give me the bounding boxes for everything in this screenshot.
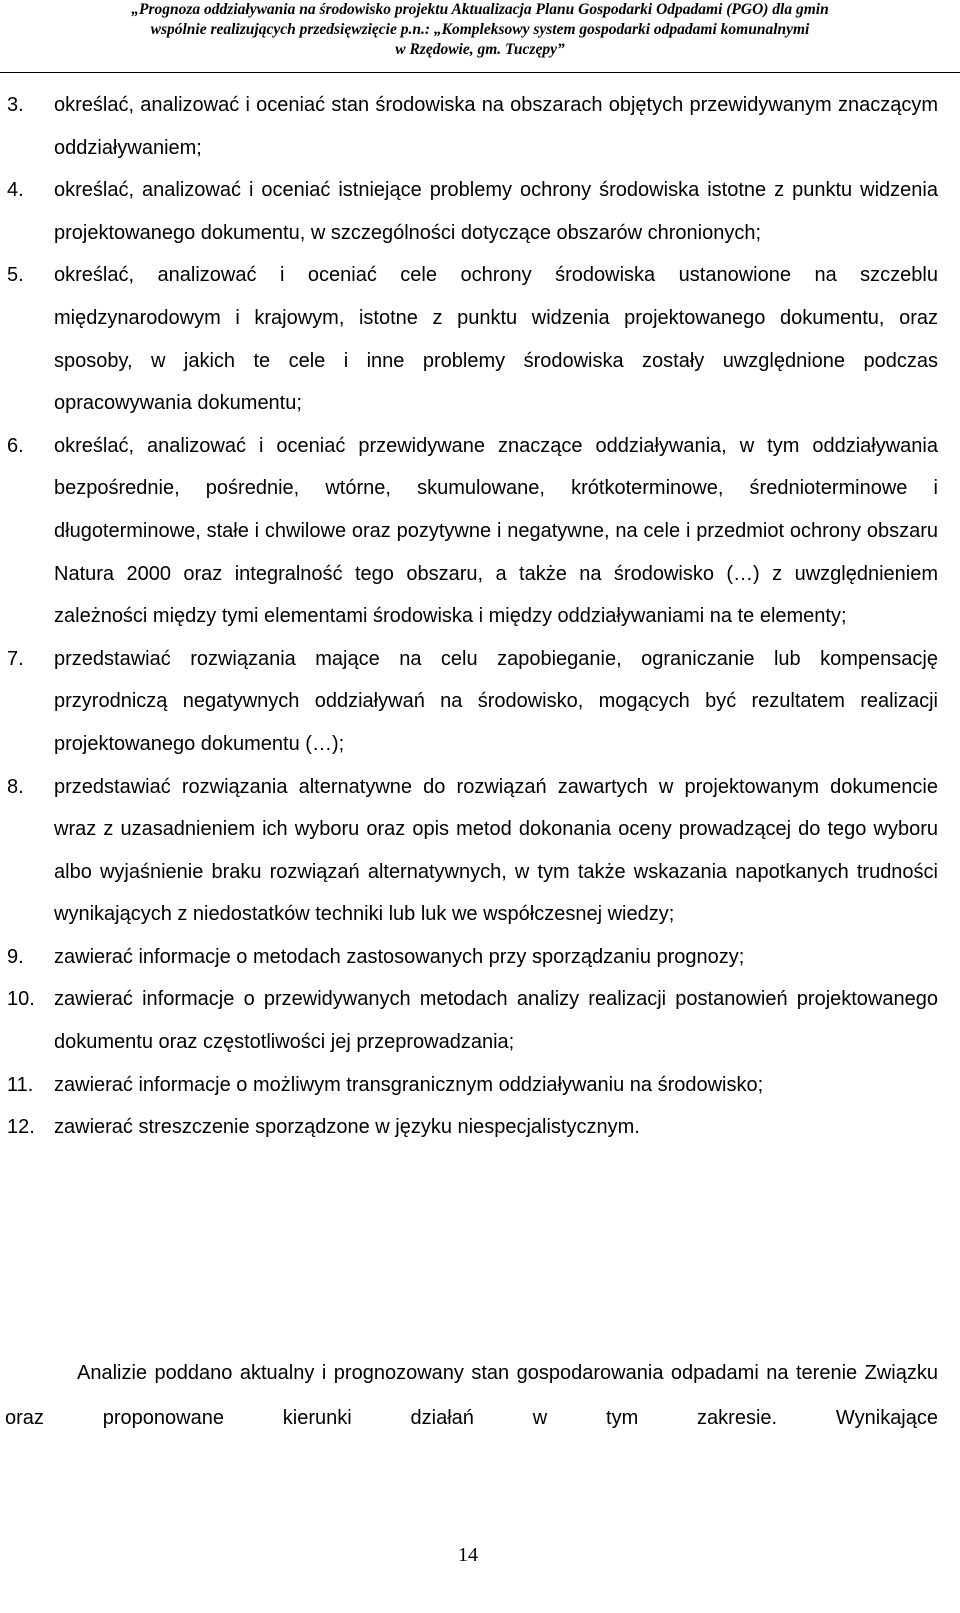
running-header xyxy=(0,0,960,73)
list-item xyxy=(0,84,960,169)
list-item-text: zawierać informacje o możliwym transgranicznym oddziaływaniu na środowisko; xyxy=(54,1073,764,1096)
requirements-list xyxy=(0,84,960,1149)
list-item-number: 12. xyxy=(7,1116,35,1139)
page-number: 14 xyxy=(458,1544,478,1566)
list-item-number: 10. xyxy=(7,988,35,1011)
list-item xyxy=(0,766,960,936)
body-paragraph: Analizie poddano aktualny i prognozowany stan gospodarowania odpadami na terenie Związku oraz proponowane kierunki działań w tym zakresie. Wynikające xyxy=(5,1362,938,1429)
list-item-text: określać, analizować i oceniać stan środowiska na obszarach objętych przewidywanym znaczącym oddziaływaniem; xyxy=(54,94,938,159)
list-item-number: 8. xyxy=(7,775,24,798)
list-item-text: określać, analizować i oceniać przewidywane znaczące oddziaływania, w tym oddziaływania bezpośrednie, pośrednie, wtórne, skumulowane, krótkoterminowe, średnioterminowe i długoterminowe, stałe i chwilowe oraz pozytywne i negatywne, na cele i przedmiot ochrony obszaru Natura 2000 oraz integralność tego obszaru, a także na środowisko (…) z uwzględnieniem zależności między tymi elementami środowiska i między oddziaływaniami na te elementy; xyxy=(54,434,938,628)
list-item-number: 4. xyxy=(7,179,24,202)
list-item-number: 11. xyxy=(7,1073,34,1096)
list-item-number: 6. xyxy=(7,434,24,457)
list-item-text: określać, analizować i oceniać cele ochrony środowiska ustanowione na szczeblu międzynarodowym i krajowym, istotne z punktu widzenia projektowanego dokumentu, oraz sposoby, w jakich te cele i inne problemy środowiska zostały uwzględnione podczas opracowywania dokumentu; xyxy=(54,264,938,415)
list-item-text: zawierać informacje o przewidywanych metodach analizy realizacji postanowień projektowanego dokumentu oraz częstotliwości jej przeprowadzania; xyxy=(54,988,938,1054)
list-item xyxy=(0,936,960,979)
header-line-1: „Prognoza oddziaływania na środowisko projektu Aktualizacja Planu Gospodarki Odpadami (PGO) dla gmin xyxy=(131,1,829,18)
list-item xyxy=(0,425,960,638)
list-item-number: 7. xyxy=(7,647,24,670)
list-item-text: zawierać streszczenie sporządzone w języku niespecjalistycznym. xyxy=(54,1116,640,1139)
list-item-number: 9. xyxy=(7,945,24,968)
list-item-number: 5. xyxy=(7,264,24,287)
list-item-text: przedstawiać rozwiązania alternatywne do rozwiązań zawartych w projektowanym dokumencie wraz z uzasadnieniem ich wyboru oraz opis metod dokonania oceny prowadzącej do tego wyboru albo wyjaśnienie braku rozwiązań alternatywnych, w tym także wskazania napotkanych trudności wynikających z niedostatków techniki lub luk we współczesnej wiedzy; xyxy=(54,775,938,926)
list-item-number: 3. xyxy=(7,94,24,116)
list-item xyxy=(0,1106,960,1149)
list-item xyxy=(0,978,960,1063)
list-item-text: określać, analizować i oceniać istniejące problemy ochrony środowiska istotne z punktu widzenia projektowanego dokumentu, w szczególności dotyczące obszarów chronionych; xyxy=(54,179,938,244)
header-line-2: wspólnie realizujących przedsięwzięcie p.n.: „Kompleksowy system gospodarki odpadami komunalnymi xyxy=(150,21,810,38)
list-item xyxy=(0,1064,960,1107)
list-item xyxy=(0,638,960,766)
list-item-text: przedstawiać rozwiązania mające na celu zapobieganie, ograniczanie lub kompensację przyrodniczą negatywnych oddziaływań na środowisko, mogących być rezultatem realizacji projektowanego dokumentu (…); xyxy=(54,647,938,755)
list-item-text: zawierać informacje o metodach zastosowanych przy sporządzaniu prognozy; xyxy=(54,945,745,968)
list-item xyxy=(0,169,960,254)
header-line-3: w Rzędowie, gm. Tuczępy” xyxy=(395,41,565,58)
list-item xyxy=(0,254,960,424)
